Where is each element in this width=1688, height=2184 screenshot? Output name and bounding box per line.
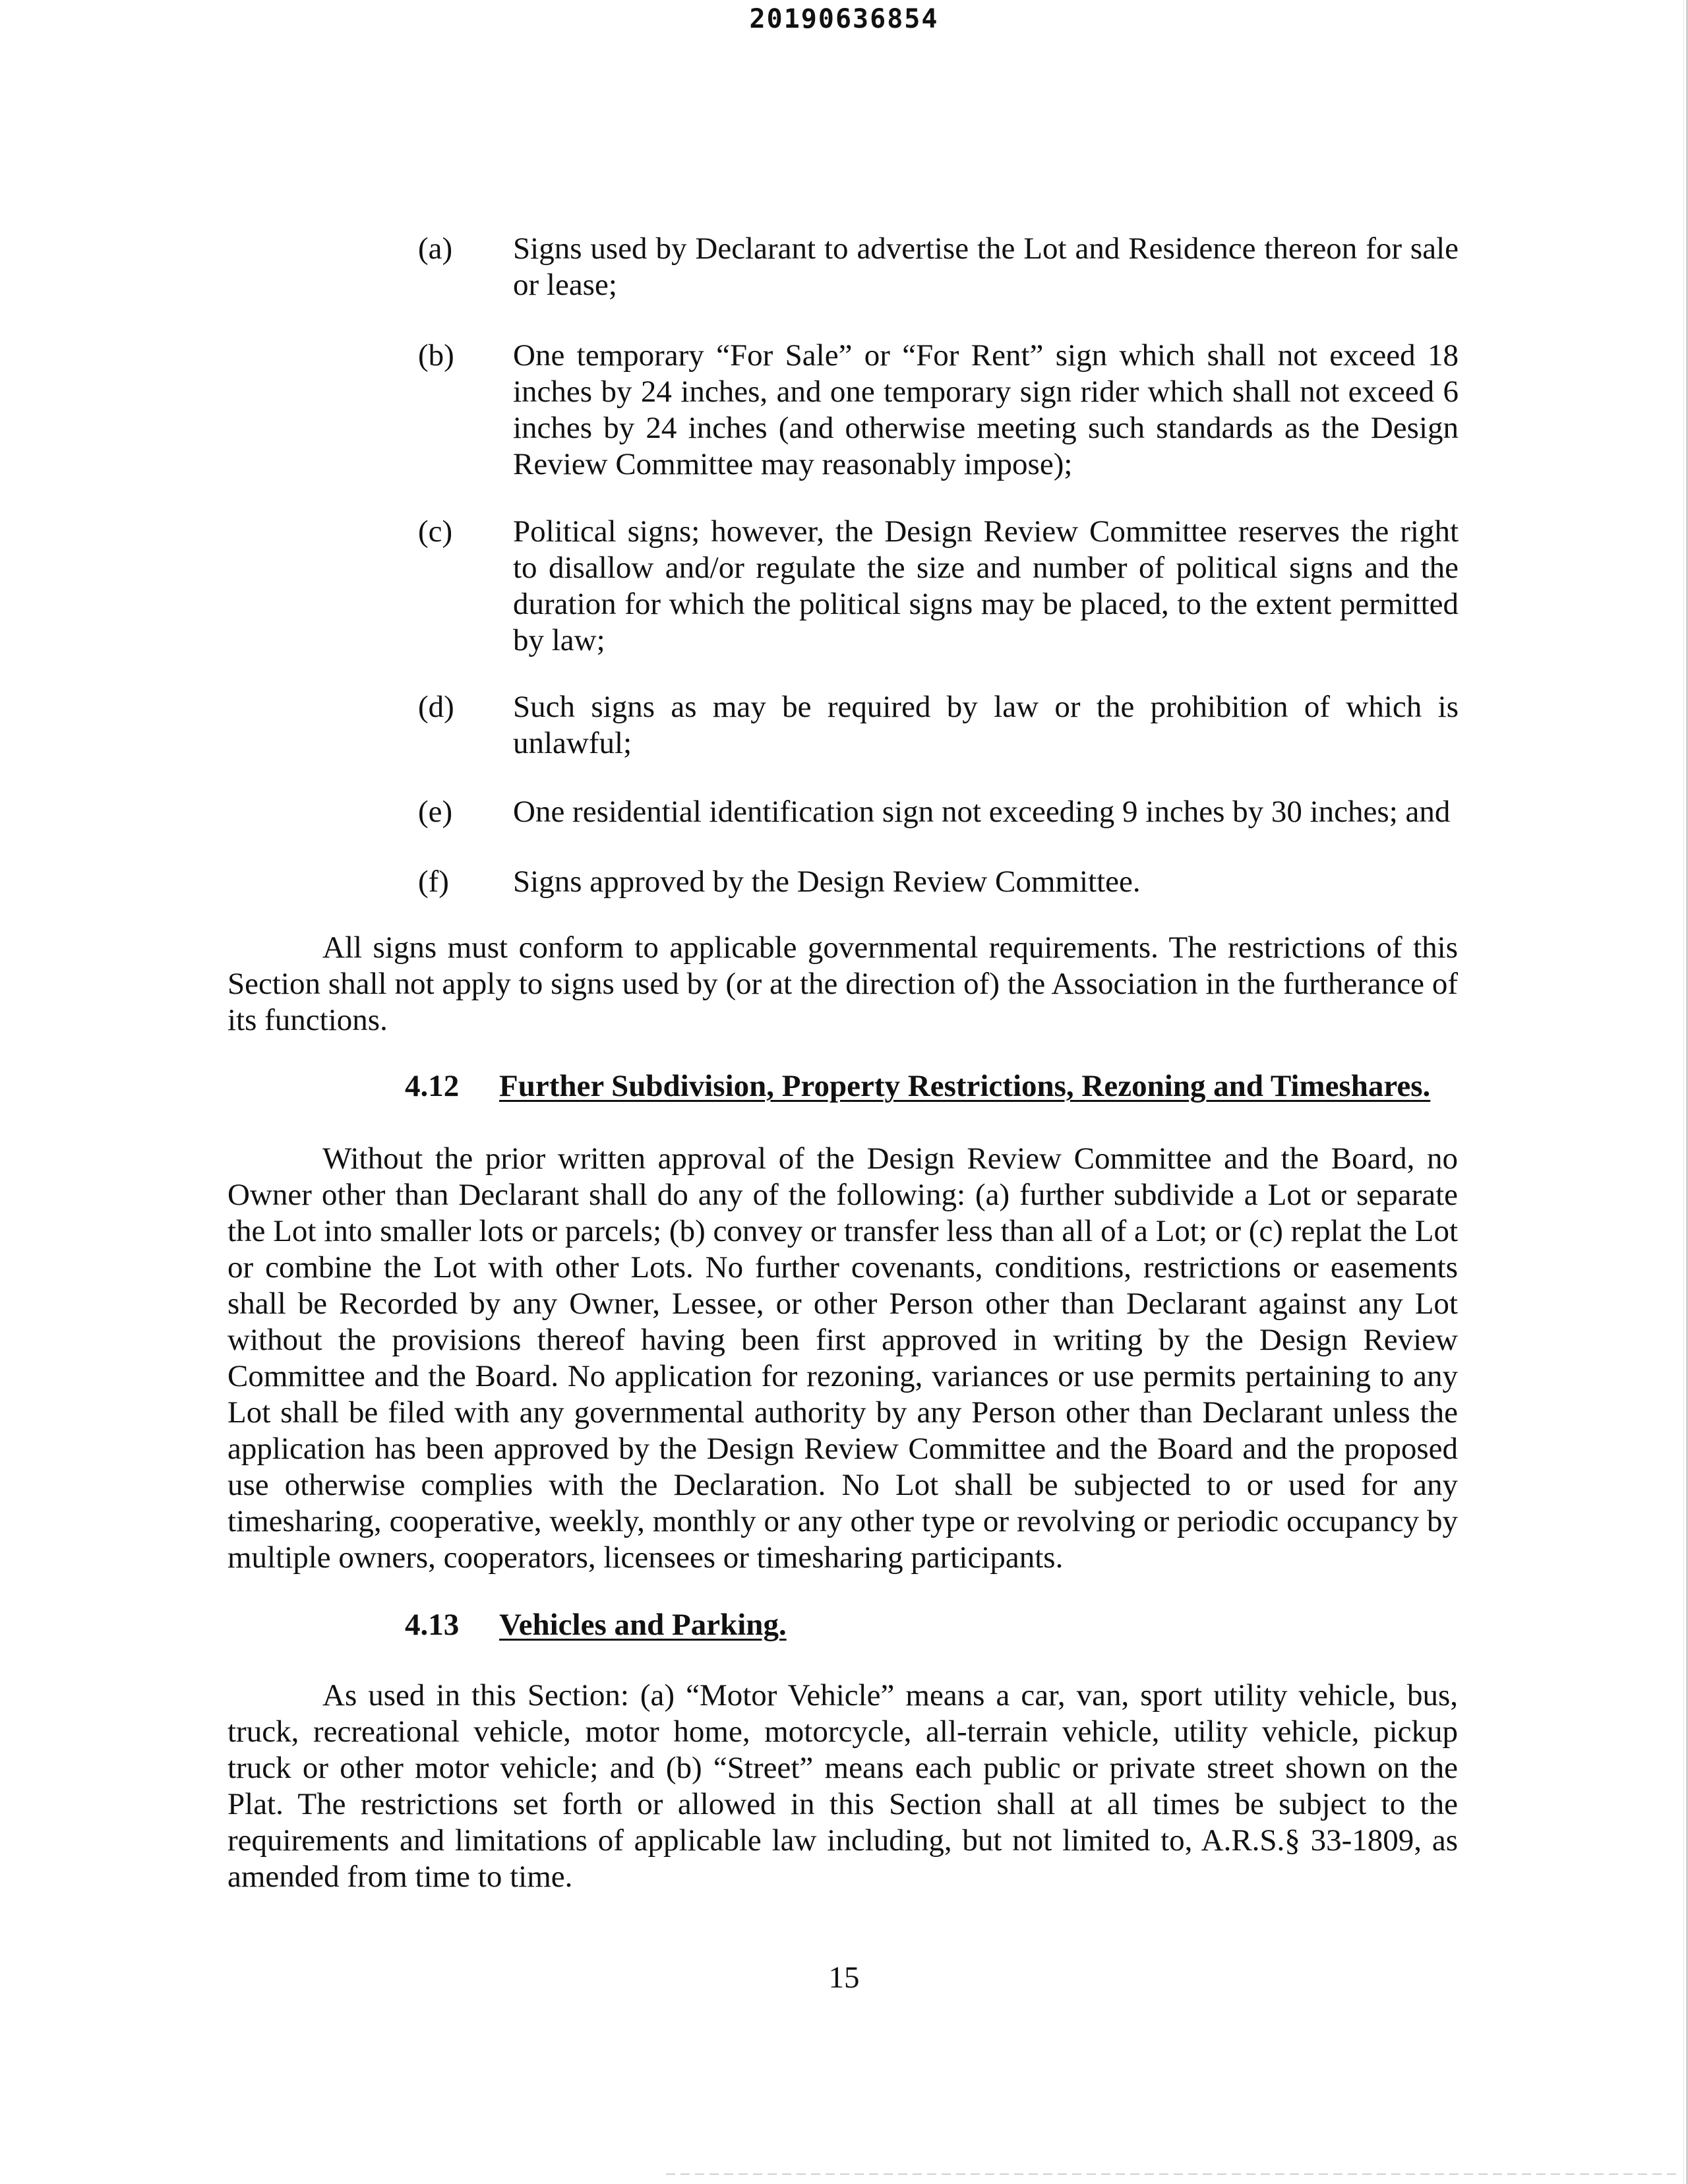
section-4-13-paragraph: As used in this Section: (a) “Motor Vehicle” means a car, van, sport utility vehicle, bus, truck, recreational vehicle, motor home, motorcycle, all-terrain vehicle, utility vehicle, pickup truck or other motor vehicle; and (b) “Street” means each public or private street shown on the Plat. The restrictions set forth or allowed in this Section shall at all times be subject to the requirements and limitations of applicable law including, but not limited to, A.R.S.§ 33-1809, as amended from time to time. [227, 1678, 1458, 1894]
list-item-label: (c) [418, 514, 453, 549]
section-number: 4.12 [405, 1069, 460, 1103]
section-4-12-paragraph: Without the prior written approval of the Design Review Committee and the Board, no Owner other than Declarant shall do any of the following: (a) further subdivide a Lot or separate the Lot into smaller lots or parcels; (b) convey or transfer less than all of a Lot; or (c) replat the Lot or combine the Lot with other Lots. No further covenants, conditions, restrictions or easements shall be Recorded by any Owner, Lessee, or other Person other than Declarant against any Lot without the provisions thereof having been first approved in writing by the Design Review Committee and the Board. No application for rezoning, variances or use permits pertaining to any Lot shall be filed with any governmental authority by any Person other than Declarant unless the application has been approved by the Design Review Committee and the Board and the proposed use otherwise complies with the Declaration. No Lot shall be subjected to or used for any timesharing, cooperative, weekly, monthly or any other type or revolving or periodic occupancy by multiple owners, cooperators, licensees or timesharing participants. [227, 1141, 1458, 1575]
list-item-text: Such signs as may be required by law or the prohibition of which is unlawful; [513, 690, 1459, 760]
section-title: Further Subdivision, Property Restrictions, Rezoning and Timeshares. [499, 1069, 1431, 1103]
scan-edge-line [1683, 0, 1684, 2184]
section-title: Vehicles and Parking. [499, 1608, 787, 1642]
list-item-text: Signs approved by the Design Review Committee. [513, 864, 1141, 899]
list-item-label: (f) [418, 864, 449, 899]
list-item-label: (e) [418, 795, 453, 829]
recording-number: 20190636854 [749, 4, 939, 34]
list-item-label: (b) [418, 338, 454, 373]
scan-edge-line [666, 2173, 1681, 2175]
list-item-label: (d) [418, 690, 454, 724]
section-number: 4.13 [405, 1608, 460, 1642]
list-item-text: Political signs; however, the Design Review Committee reserves the right to disallow and/or regulate the size and number of political signs and the duration for which the political signs may be placed, to the extent permitted by law; [513, 514, 1459, 657]
signs-paragraph: All signs must conform to applicable governmental requirements. The restrictions of this Section shall not apply to signs used by (or at the direction of) the Association in the furtherance of its functions. [227, 930, 1458, 1037]
page-number: 15 [828, 1960, 860, 1995]
list-item-label: (a) [418, 231, 453, 266]
list-item-text: One residential identification sign not exceeding 9 inches by 30 inches; and [513, 795, 1451, 829]
list-item-text: Signs used by Declarant to advertise the Lot and Residence thereon for sale or lease; [513, 231, 1459, 302]
list-item-text: One temporary “For Sale” or “For Rent” sign which shall not exceed 18 inches by 24 inches, and one temporary sign rider which shall not exceed 6 inches by 24 inches (and otherwise meeting such standards as the Design Review Committee may reasonably impose); [513, 338, 1459, 481]
